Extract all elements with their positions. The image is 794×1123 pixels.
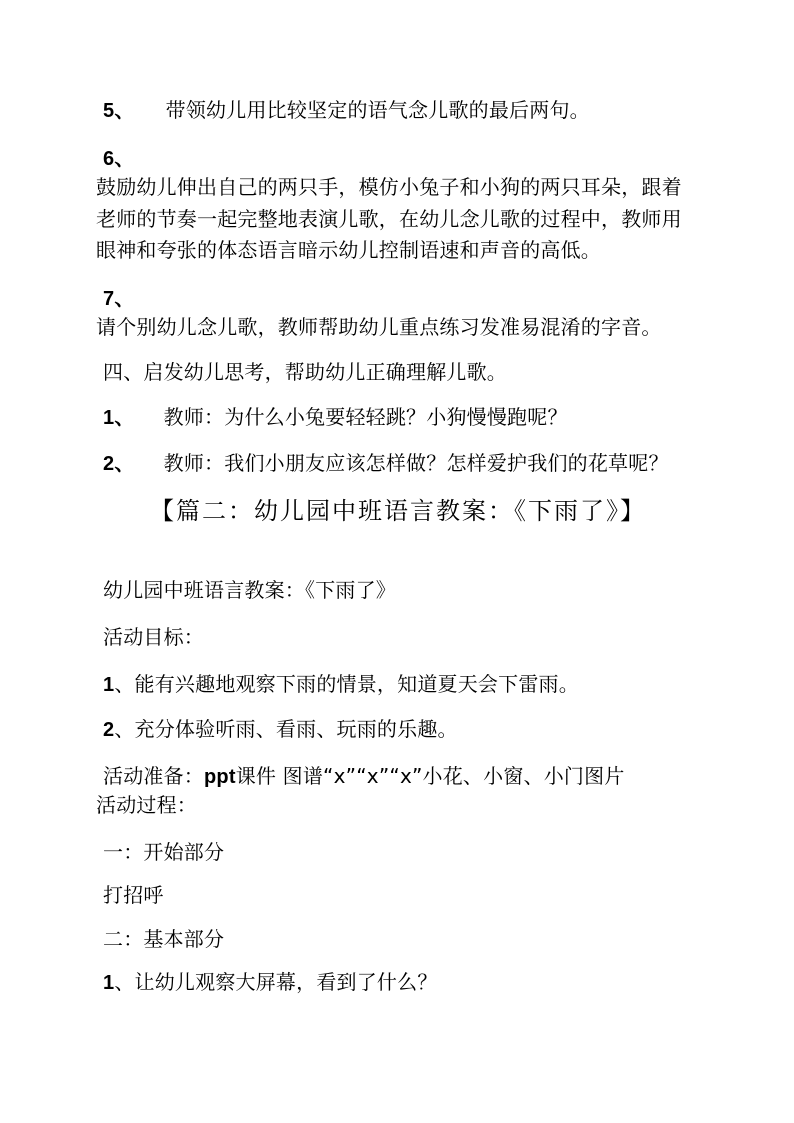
item-number: 7、 xyxy=(103,288,135,310)
item-number: 1 xyxy=(103,674,115,696)
prep-label: 活动准备： xyxy=(103,764,204,788)
goal-item-2 xyxy=(103,717,458,742)
paragraph-line: 请个别幼儿念儿歌，教师帮助幼儿重点练习发准易混淆的字音。 xyxy=(96,315,662,339)
item-text: 教师：为什么小兔要轻轻跳？小狗慢慢跑呢？ xyxy=(163,405,568,429)
list-item-teacher-2 xyxy=(103,451,669,476)
item-number: 2 xyxy=(103,719,115,741)
paragraph-line: 鼓励幼儿伸出自己的两只手，模仿小兔子和小狗的两只耳朵，跟着 xyxy=(96,175,682,199)
paragraph-line: 老师的节奏一起完整地表演儿歌，在幼儿念儿歌的过程中，教师用 xyxy=(96,207,682,231)
part-two-label: 二：基本部分 xyxy=(103,927,225,951)
section-four-heading: 四、启发幼儿思考，帮助幼儿正确理解儿歌。 xyxy=(103,360,507,384)
prep-bold: ppt xyxy=(204,766,236,788)
item-text: 带领幼儿用比较坚定的语气念儿歌的最后两句。 xyxy=(165,98,590,122)
goal-item-1 xyxy=(103,672,579,697)
activity-goals-label: 活动目标： xyxy=(103,625,204,649)
item-text: 、充分体验听雨、看雨、玩雨的乐趣。 xyxy=(114,717,458,741)
part-one-label: 一：开始部分 xyxy=(103,840,225,864)
prep-text: 课件 图谱“x”“x”“x”小花、小窗、小门图片 xyxy=(235,764,625,788)
item-number: 6、 xyxy=(103,148,135,170)
item-text: 教师：我们小朋友应该怎样做？怎样爱护我们的花草呢？ xyxy=(163,451,669,475)
lesson-title: 幼儿园中班语言教案：《下雨了》 xyxy=(103,578,396,602)
activity-preparation xyxy=(103,764,625,789)
item-number: 1 xyxy=(103,972,115,994)
process-item-1 xyxy=(103,970,438,995)
item-number: 5、 xyxy=(103,100,135,122)
list-item-5 xyxy=(103,98,590,123)
list-item-6-number xyxy=(103,146,135,171)
greeting-text: 打招呼 xyxy=(103,883,164,907)
list-item-7-number xyxy=(103,286,135,311)
item-text: 、让幼儿观察大屏幕，看到了什么？ xyxy=(114,970,438,994)
section-heading: 【篇二：幼儿园中班语言教案：《下雨了》】 xyxy=(150,497,646,525)
item-number: 1、 xyxy=(103,407,135,429)
list-item-teacher-1 xyxy=(103,405,568,430)
activity-process-label: 活动过程： xyxy=(96,793,197,817)
item-number: 2、 xyxy=(103,453,135,475)
item-text: 、能有兴趣地观察下雨的情景，知道夏天会下雷雨。 xyxy=(114,672,579,696)
paragraph-line: 眼神和夸张的体态语言暗示幼儿控制语速和声音的高低。 xyxy=(96,238,601,262)
